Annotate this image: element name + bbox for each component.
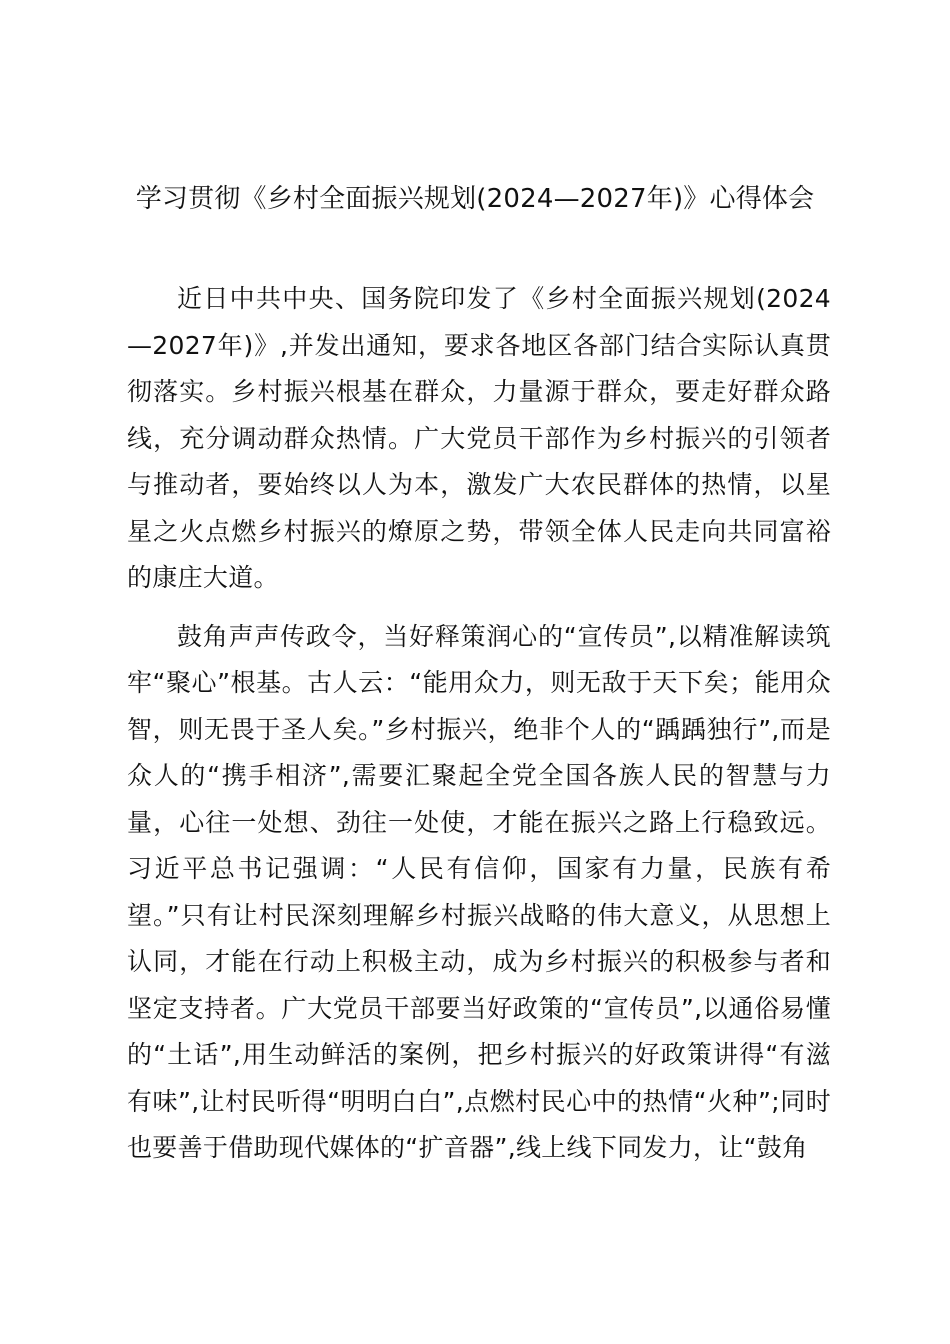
paragraph-2: 鼓角声声传政令，当好释策润心的“宣传员”,以精准解读筑牢“聚心”根基。古人云：“能用众力，则无敌于天下矣；能用众智，则无畏于圣人矣。”乡村振兴，绝非个人的“踽踽独行”,而是众人的“携手相济”,需要汇聚起全党全国各族人民的智慧与力量，心往一处想、劲往一处使，才能在振兴之路上行稳致远。习近平总书记强调：“人民有信仰，国家有力量，民族有希望。”只有让村民深刻理解乡村振兴战略的伟大意义，从思想上认同，才能在行动上积极主动，成为乡村振兴的积极参与者和坚定支持者。广大党员干部要当好政策的“宣传员”,以通俗易懂的“土话”,用生动鲜活的案例，把乡村振兴的好政策讲得“有滋有味”,让村民听得“明明白白”,点燃村民心中的热情“火种”;同时也要善于借助现代媒体的“扩音器”,线上线下同发力，让“鼓角 bbox=[127, 621, 831, 1162]
document-body bbox=[127, 276, 831, 1172]
paragraph-1: 近日中共中央、国务院印发了《乡村全面振兴规划(2024—2027年)》,并发出通知，要求各地区各部门结合实际认真贯彻落实。乡村振兴根基在群众，力量源于群众，要走好群众路线，充分调动群众热情。广大党员干部作为乡村振兴的引领者与推动者，要始终以人为本，激发广大农民群体的热情，以星星之火点燃乡村振兴的燎原之势，带领全体人民走向共同富裕的康庄大道。 bbox=[127, 284, 831, 592]
document-title: 学习贯彻《乡村全面振兴规划(2024—2027年)》心得体会 bbox=[135, 184, 815, 214]
